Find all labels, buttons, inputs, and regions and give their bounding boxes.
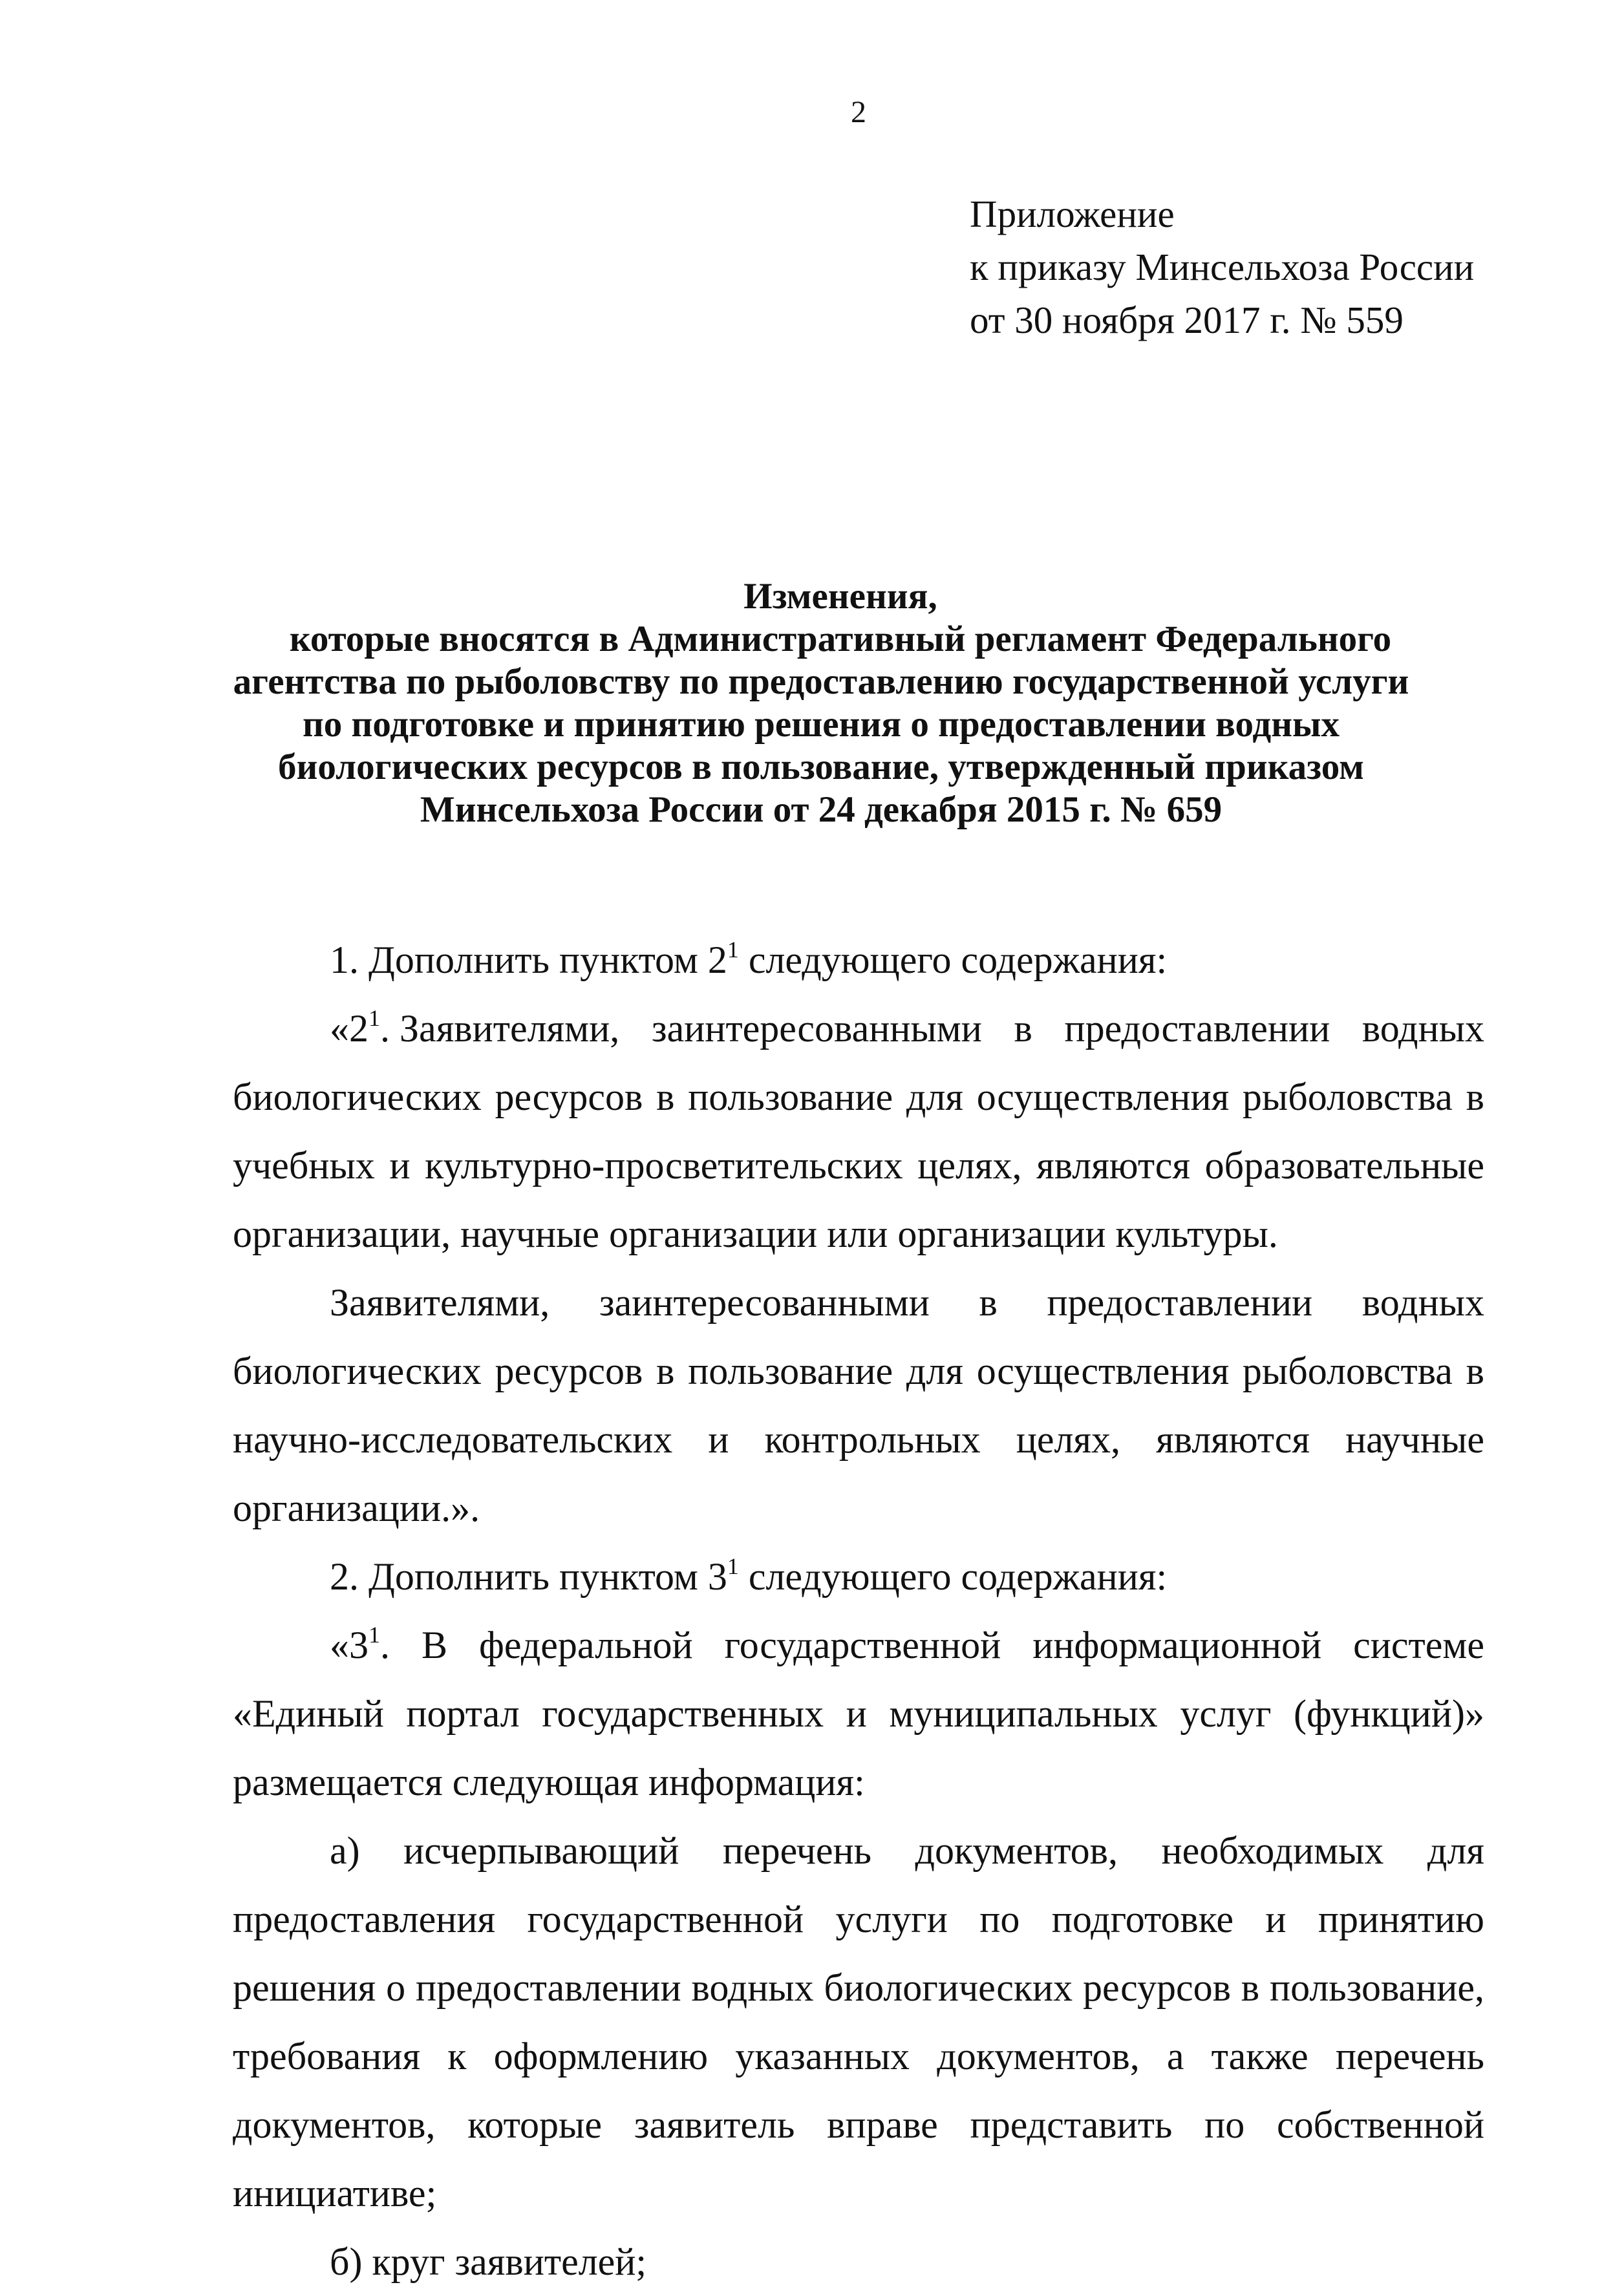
word: в bbox=[1014, 1007, 1032, 1050]
title-line-6: Минсельхоза России от 24 декабря 2015 г. № 659 bbox=[420, 789, 1223, 830]
appendix-line-1: Приложение bbox=[970, 193, 1175, 235]
item-1-paragraph-2: Заявителями, заинтересованными в предоставлении водных биологических ресурсов в пользование для осуществления рыболовства в научно-исследовательских и контрольных целях, являются научные организации.». bbox=[233, 1281, 1484, 1529]
title-line-3: агентства по рыболовству по предоставлению государственной услуги bbox=[233, 661, 1409, 702]
word: заинтересованными bbox=[651, 1007, 982, 1050]
item-1-intro: 1. Дополнить пунктом $2^1$ следующего содержания: bbox=[330, 937, 1168, 981]
word: водных bbox=[1362, 1007, 1484, 1050]
item-1-quote-first-line bbox=[233, 994, 1484, 1063]
appendix-block bbox=[970, 187, 1474, 346]
item-2-subitem-b: б) круг заявителей; bbox=[330, 2240, 647, 2283]
word: предоставлении bbox=[1064, 1007, 1330, 1050]
item-2-subitem-a: а) исчерпывающий перечень документов, необходимых для предоставления государственной услуги по подготовке и принятию решения о предоставлении водных биологических ресурсов в пользование, требования к оформлению указанных документов, а также перечень документов, которые заявитель вправе представить по собственной инициативе; bbox=[233, 1829, 1484, 2215]
document-body bbox=[233, 926, 1484, 2296]
item-2-intro: 2. Дополнить пунктом $3^1$ следующего содержания: bbox=[330, 1553, 1168, 1598]
title-line-5: биологических ресурсов в пользование, утвержденный приказом bbox=[278, 747, 1364, 787]
quote-start: «$2^1$. Заявителями, bbox=[330, 1005, 620, 1050]
appendix-line-3: от 30 ноября 2017 г. № 559 bbox=[970, 299, 1404, 341]
page-number: 2 bbox=[851, 95, 866, 129]
title-line-4: по подготовке и принятию решения о предоставлении водных bbox=[302, 704, 1340, 745]
item-1-paragraph-1-rest: биологических ресурсов в пользование для осуществления рыболовства в учебных и культурно-просветительских целях, являются образовательные организации, научные организации или организации культуры. bbox=[233, 1076, 1484, 1255]
title-line-1: Изменения, bbox=[743, 576, 937, 617]
document-title bbox=[194, 575, 1448, 831]
item-2-paragraph: «$3^1$. В федеральной государственной информационной системе «Единый портал государственных и муниципальных услуг (функций)» размещается следующая информация: bbox=[233, 1622, 1484, 1803]
title-line-2: которые вносятся в Административный регламент Федерального bbox=[289, 619, 1392, 659]
appendix-line-2: к приказу Минсельхоза России bbox=[970, 246, 1475, 288]
